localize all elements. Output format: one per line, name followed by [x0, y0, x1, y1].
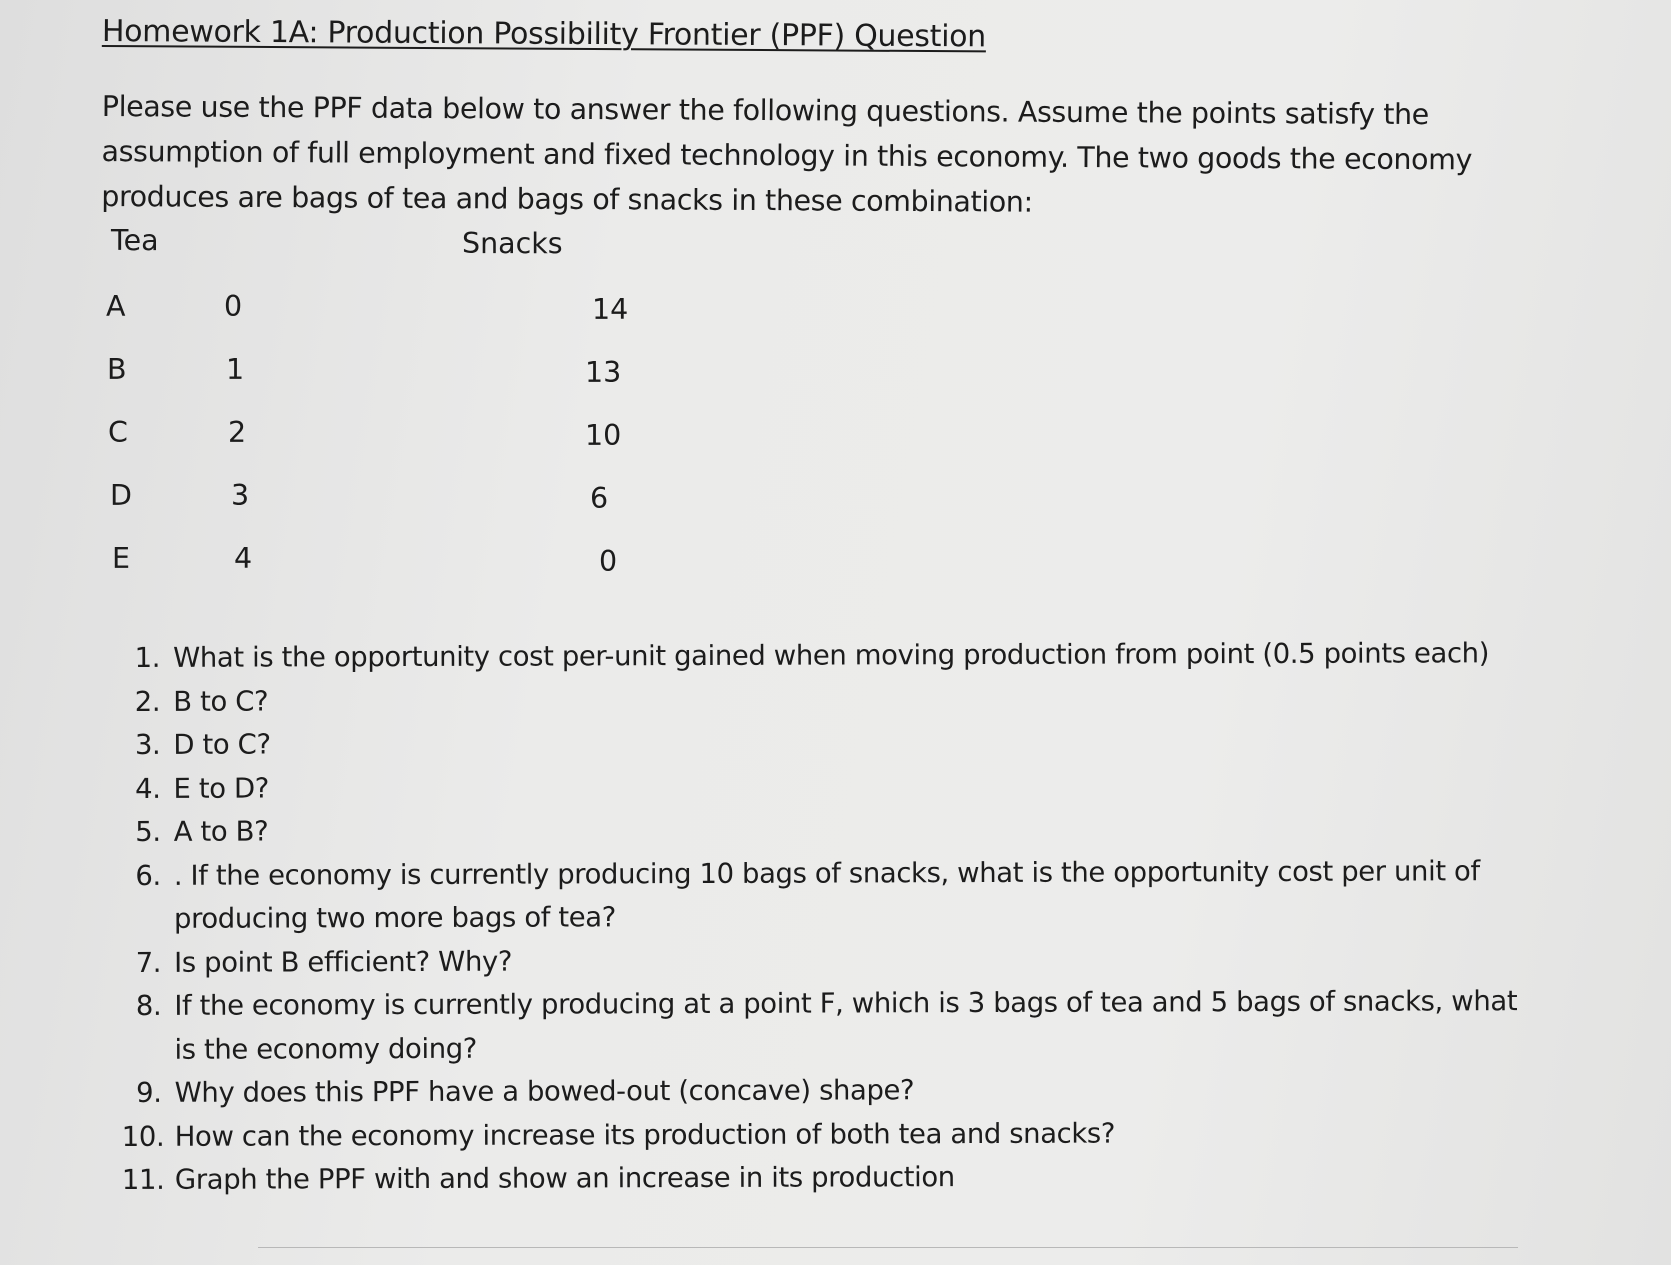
question-list [120, 632, 1542, 1202]
table-header-snacks: Snacks [462, 227, 563, 260]
table-row-b-snacks: 13 [585, 356, 622, 389]
table-row-e-point: E [112, 542, 131, 575]
question-item [121, 806, 1541, 854]
question-text: How can the economy increase its production of both tea and snacks? [174, 1117, 1116, 1153]
question-text: Is point B efficient? Why? [174, 945, 513, 979]
question-item [120, 719, 1540, 767]
question-number: 2. [134, 685, 161, 718]
question-text: E to D? [173, 771, 270, 805]
table-row-c-tea: 2 [228, 416, 247, 449]
question-text: A to B? [173, 815, 269, 848]
page-title: Homework 1A: Production Possibility Frontier (PPF) Question [101, 14, 987, 55]
table-row-a-tea: 0 [224, 290, 243, 323]
table-row-d-snacks: 6 [590, 482, 609, 515]
question-item [120, 632, 1540, 680]
table-row-b-tea: 1 [226, 353, 245, 386]
table-row-d-point: D [110, 479, 132, 512]
table-row-c-point: C [108, 416, 128, 449]
question-item [121, 980, 1541, 1072]
question-number: 6. [135, 859, 161, 892]
table-row-d-tea: 3 [231, 479, 250, 512]
table-row-c-snacks: 10 [585, 419, 622, 452]
question-item [120, 763, 1540, 811]
question-item [121, 850, 1541, 942]
question-number: 4. [135, 772, 161, 805]
question-item [122, 1111, 1542, 1159]
table-row-e-snacks: 0 [599, 545, 618, 578]
table-row-e-tea: 4 [234, 542, 253, 575]
question-text: If the economy is currently producing at a point F, which is 3 bags of tea and 5 bags of snacks, what is the economy doing? [174, 985, 1518, 1066]
question-item [122, 1067, 1542, 1115]
question-text: Graph the PPF with and show an increase in its production [174, 1161, 955, 1196]
question-item [121, 937, 1541, 985]
table-row-a-snacks: 14 [592, 293, 629, 326]
question-text: B to C? [173, 684, 269, 718]
table-row-b-point: B [107, 353, 127, 386]
question-number: 7. [135, 946, 162, 979]
question-text: D to C? [173, 728, 271, 761]
question-number: 8. [135, 989, 162, 1022]
question-item [122, 1154, 1542, 1202]
table-row-a-point: A [106, 290, 126, 323]
question-text: What is the opportunity cost per-unit gained when moving production from point (0.5 points each) [173, 637, 1490, 674]
page-bottom-rule [258, 1247, 1518, 1248]
question-number: 5. [135, 815, 161, 848]
question-number: 1. [134, 641, 161, 674]
table-header-tea: Tea [111, 224, 159, 257]
question-item [120, 676, 1540, 724]
intro-paragraph: Please use the PPF data below to answer the following questions. Assume the points satisfy the assumption of full employment and fixed technology in this economy. The two goods the economy produces are bags of tea and bags of snacks in these combination: [101, 89, 1473, 219]
question-text: Why does this PPF have a bowed-out (concave) shape? [174, 1074, 915, 1109]
question-number: 11. [121, 1163, 165, 1196]
question-number: 10. [121, 1120, 165, 1153]
question-number: 3. [134, 728, 161, 761]
question-number: 9. [136, 1076, 162, 1109]
question-text: . If the economy is currently producing 10 bags of snacks, what is the opportunity cost per unit of producing two more bags of tea? [173, 854, 1480, 935]
